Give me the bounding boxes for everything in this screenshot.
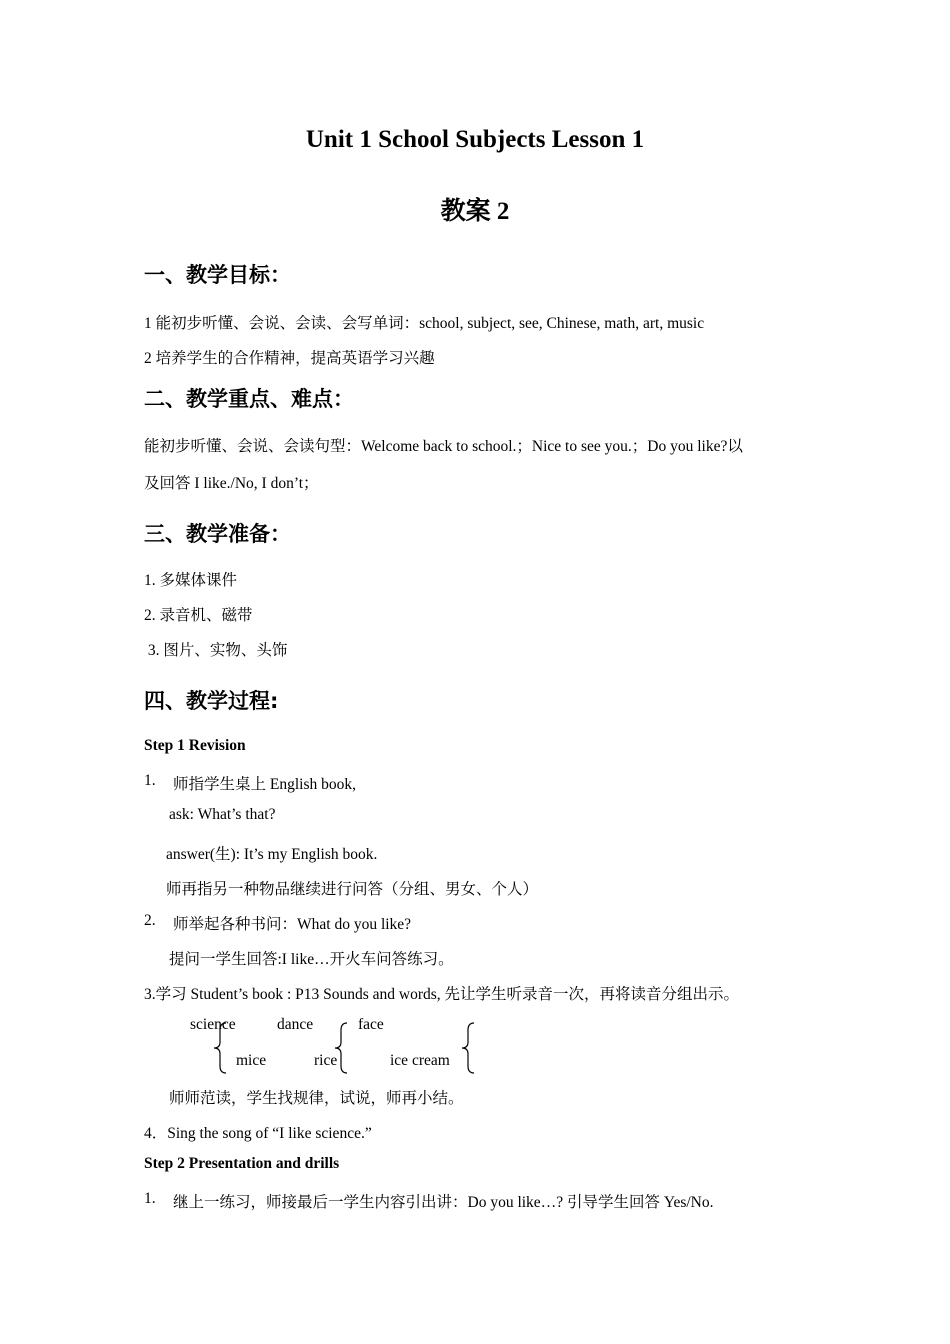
heading-process: 四、教学过程: [144, 689, 279, 713]
step1-item3: 3.学习 Student’s book : P13 Sounds and words, 先让学生听录音一次，再将读音分组出示。 [144, 986, 740, 1003]
document-title: Unit 1 School Subjects Lesson 1 [305, 126, 645, 153]
step1-item4: 4．Sing the song of “I like science.” [144, 1125, 372, 1142]
step1-item1: 师指学生桌上 English book, [173, 776, 356, 793]
brace-group-1 [212, 1022, 230, 1074]
step1-item2: 师举起各种书问：What do you like? [173, 916, 412, 933]
step2-title: Step 2 Presentation and drills [144, 1155, 340, 1172]
step2-item1-number: 1. [144, 1190, 156, 1207]
step1-ask: ask: What’s that? [169, 806, 276, 823]
step1-answer: answer(生): It’s my English book. [166, 846, 378, 863]
step1-item1-number: 1. [144, 772, 156, 789]
objective-item: 2 培养学生的合作精神，提高英语学习兴趣 [144, 350, 435, 367]
step2-item1: 继上一练习，师接最后一学生内容引出讲：Do you like…? 引导学生回答 Yes/No. [173, 1194, 714, 1211]
step1-item2-sub: 提问一学生回答:I like…开火车问答练习。 [169, 951, 454, 968]
document-subtitle: 教案 2 [440, 198, 510, 225]
word-rice: rice [314, 1052, 338, 1069]
step1-followup: 师再指另一种物品继续进行问答（分组、男女、个人） [166, 881, 539, 898]
objective-item: 1 能初步听懂、会说、会读、会写单词：school, subject, see, Chinese, math, art, music [144, 315, 705, 332]
step1-item2-number: 2. [144, 912, 156, 929]
word-dance: dance [277, 1016, 314, 1033]
key-points-line: 及回答 I like./No, I don’t； [144, 475, 319, 492]
key-points-line: 能初步听懂、会说、会读句型：Welcome back to school.；Nice to see you.；Do you like?以 [144, 438, 743, 455]
word-ice-cream: ice cream [390, 1052, 450, 1069]
heading-preparation: 三、教学准备： [144, 522, 291, 546]
preparation-item: 3. 图片、实物、头饰 [144, 642, 288, 659]
step1-demo: 师师范读，学生找规律，试说，师再小结。 [169, 1090, 464, 1107]
brace-group-2 [333, 1022, 351, 1074]
word-face: face [358, 1016, 384, 1033]
step1-title: Step 1 Revision [144, 737, 246, 754]
preparation-item: 1. 多媒体课件 [144, 572, 238, 589]
heading-objectives: 一、教学目标： [144, 263, 291, 287]
brace-group-3 [460, 1022, 478, 1074]
word-science: science [190, 1016, 236, 1033]
word-mice: mice [236, 1052, 267, 1069]
heading-key-points: 二、教学重点、难点： [144, 387, 354, 411]
preparation-item: 2. 录音机、磁带 [144, 607, 253, 624]
